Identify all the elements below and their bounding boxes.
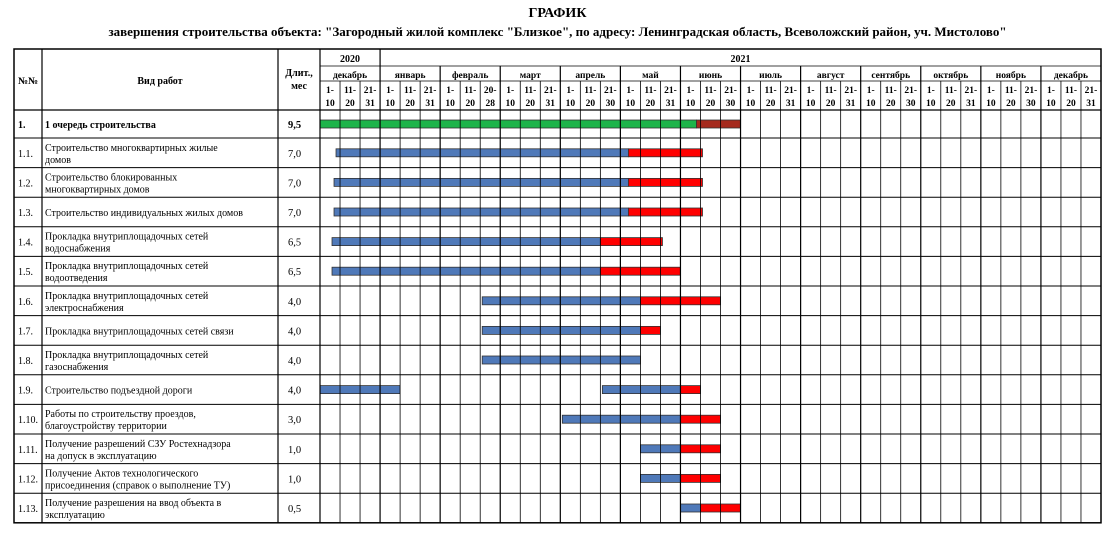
month-label: октябрь xyxy=(933,71,969,81)
decade-label: 21- xyxy=(904,86,918,96)
decade-label: 10 xyxy=(926,99,936,109)
decade-label: 10 xyxy=(685,99,696,109)
decade-label: 31 xyxy=(1086,99,1096,109)
month-label: февраль xyxy=(451,71,489,81)
month-label: май xyxy=(642,71,659,81)
decade-label: 20 xyxy=(885,99,896,109)
decade-label: 31 xyxy=(845,99,856,109)
row-duration: 0,5 xyxy=(288,504,302,515)
year-label: 2021 xyxy=(730,54,751,65)
decade-label: 20 xyxy=(645,99,656,109)
decade-label: 31 xyxy=(665,99,676,109)
decade-label: 21- xyxy=(1084,86,1098,96)
decade-label: 11- xyxy=(1004,86,1017,96)
decade-label: 10 xyxy=(805,99,816,109)
month-label: декабрь xyxy=(1053,71,1089,81)
decade-label: 10 xyxy=(865,99,876,109)
decade-label: 20 xyxy=(705,99,716,109)
decade-label: 30 xyxy=(906,99,916,109)
decade-label: 11- xyxy=(524,86,537,96)
gantt-bar-blue xyxy=(482,297,640,305)
row-work-name: водоснабжения xyxy=(45,243,111,255)
row-duration: 4,0 xyxy=(288,385,302,397)
decade-label: 10 xyxy=(325,99,335,109)
decade-label: 10 xyxy=(1046,99,1056,109)
decade-label: 20 xyxy=(1066,99,1076,109)
row-work-name: Строительство блокированных xyxy=(45,172,178,184)
decade-label: 21- xyxy=(964,86,978,96)
row-work-name: Прокладка внутриплощадочных сетей xyxy=(45,290,209,302)
decade-label: 20 xyxy=(345,99,355,109)
month-label: июнь xyxy=(698,71,723,81)
decade-label: 11- xyxy=(1064,86,1078,96)
gantt-bar-red xyxy=(628,178,702,186)
row-work-name: Получение разрешения на ввод объекта в xyxy=(45,498,222,509)
decade-label: 31 xyxy=(966,99,976,109)
decade-label: 11- xyxy=(644,86,657,96)
gantt-bar-blue xyxy=(334,178,628,186)
row-duration: 3,0 xyxy=(288,415,302,427)
row-work-name: Строительство индивидуальных жилых домов xyxy=(45,208,243,219)
decade-label: 21- xyxy=(1024,86,1038,96)
decade-label: 10 xyxy=(445,99,455,109)
row-number: 1.7. xyxy=(18,326,33,338)
row-work-name: Получение Актов технологического xyxy=(45,468,199,480)
decade-label: 20 xyxy=(765,99,776,109)
month-label: август xyxy=(816,71,845,81)
row-work-name: присоединения (справок о выполнение ТУ) xyxy=(45,480,231,492)
page-title: ГРАФИК xyxy=(528,6,587,21)
row-number: 1. xyxy=(18,120,26,131)
decade-label: 20 xyxy=(525,99,536,109)
decade-label: 20 xyxy=(825,99,836,109)
month-label: март xyxy=(519,71,541,81)
decade-label: 1- xyxy=(326,86,334,96)
row-number: 1.8. xyxy=(18,356,33,367)
decade-label: 11- xyxy=(884,86,897,96)
row-work-name: 1 очередь строительства xyxy=(45,120,156,131)
decade-label: 31 xyxy=(425,99,435,109)
gantt-bar-green xyxy=(320,120,696,128)
month-label: июль xyxy=(759,71,783,81)
decade-label: 20- xyxy=(483,86,497,96)
decade-label: 10 xyxy=(565,99,576,109)
gantt-bar-red xyxy=(628,149,702,157)
decade-label: 31 xyxy=(545,99,556,109)
decade-label: 1- xyxy=(746,86,755,96)
decade-label: 1- xyxy=(926,86,935,96)
gantt-bar-red xyxy=(680,386,700,394)
row-work-name: Получение разрешений СЗУ Ростехнадзора xyxy=(45,438,231,450)
decade-label: 1- xyxy=(866,86,875,96)
decade-label: 30 xyxy=(725,99,736,109)
row-number: 1.11. xyxy=(18,444,38,456)
decade-label: 11- xyxy=(343,86,357,96)
decade-label: 11- xyxy=(944,86,957,96)
row-number: 1.4. xyxy=(18,237,33,249)
row-work-name: водоотведения xyxy=(45,273,108,285)
decade-label: 31 xyxy=(365,99,375,109)
decade-label: 10 xyxy=(505,99,515,109)
decade-label: 1- xyxy=(986,86,995,96)
decade-label: 11- xyxy=(464,86,477,96)
decade-label: 21- xyxy=(844,86,858,96)
decade-label: 1- xyxy=(566,86,575,96)
row-number: 1.5. xyxy=(18,267,33,279)
row-work-name: газоснабжения xyxy=(45,362,109,373)
row-work-name: Строительство многоквартирных жилые xyxy=(45,142,218,154)
month-label: сентябрь xyxy=(871,71,911,81)
header-num: №№ xyxy=(17,76,39,87)
row-duration: 1,0 xyxy=(288,474,302,486)
row-work-name: Прокладка внутриплощадочных сетей связи xyxy=(45,326,234,338)
row-duration: 7,0 xyxy=(288,148,302,160)
decade-label: 20 xyxy=(405,99,415,109)
gantt-bar-blue xyxy=(602,386,680,394)
decade-label: 10 xyxy=(986,99,996,109)
row-duration: 4,0 xyxy=(288,296,302,308)
decade-label: 10 xyxy=(745,99,756,109)
row-duration: 6,5 xyxy=(288,267,302,279)
row-number: 1.10. xyxy=(18,415,38,427)
row-work-name: благоустройству территории xyxy=(45,421,167,433)
header-duration: мес xyxy=(291,81,307,92)
row-number: 1.6. xyxy=(18,296,33,308)
row-work-name: домов xyxy=(45,154,71,166)
month-label: декабрь xyxy=(332,71,368,81)
decade-label: 31 xyxy=(785,99,796,109)
gantt-bar-red xyxy=(640,326,660,334)
row-number: 1.12. xyxy=(18,474,38,486)
decade-label: 1- xyxy=(1046,86,1055,96)
row-work-name: Прокладка внутриплощадочных сетей xyxy=(45,350,209,361)
decade-label: 1- xyxy=(686,86,695,96)
row-number: 1.2. xyxy=(18,178,33,190)
gantt-bar-red xyxy=(628,208,702,216)
header-work: Вид работ xyxy=(137,76,183,87)
month-label: январь xyxy=(394,71,426,81)
gantt-bar-red xyxy=(600,238,662,246)
row-number: 1.3. xyxy=(18,208,33,219)
row-duration: 1,0 xyxy=(288,444,302,456)
row-work-name: Прокладка внутриплощадочных сетей xyxy=(45,231,209,243)
decade-label: 11- xyxy=(764,86,777,96)
decade-label: 11- xyxy=(584,86,597,96)
decade-label: 21- xyxy=(604,86,617,96)
row-work-name: Прокладка внутриплощадочных сетей xyxy=(45,261,209,273)
decade-label: 21- xyxy=(784,86,797,96)
row-duration: 4,0 xyxy=(288,326,302,338)
decade-label: 21- xyxy=(363,86,377,96)
decade-label: 1- xyxy=(626,86,635,96)
decade-label: 28 xyxy=(485,99,495,109)
decade-label: 1- xyxy=(806,86,815,96)
decade-label: 11- xyxy=(824,86,837,96)
row-duration: 7,0 xyxy=(288,178,302,190)
decade-label: 11- xyxy=(704,86,717,96)
decade-label: 20 xyxy=(1006,99,1016,109)
row-duration: 4,0 xyxy=(288,356,302,367)
decade-label: 10 xyxy=(625,99,636,109)
decade-label: 30 xyxy=(1026,99,1036,109)
decade-label: 11- xyxy=(404,86,417,96)
row-number: 1.13. xyxy=(18,504,38,515)
row-number: 1.1. xyxy=(18,148,33,160)
row-work-name: Работы по строительству проездов, xyxy=(45,409,196,421)
row-work-name: электроснабжения xyxy=(45,302,124,314)
decade-label: 1- xyxy=(386,86,395,96)
decade-label: 21- xyxy=(664,86,677,96)
page-subtitle: завершения строительства объекта: "Загородный жилой комплекс "Близкое", по адресу: Ленинградская область, Всеволожский район, уч. Мистолово" xyxy=(108,24,1007,39)
row-work-name: эксплуатацию xyxy=(45,510,105,521)
gantt-bar-blue xyxy=(334,208,628,216)
row-work-name: Строительство подъездной дороги xyxy=(45,385,193,397)
row-work-name: на допуск в эксплуатацию xyxy=(45,450,157,462)
month-label: апрель xyxy=(575,71,606,81)
decade-label: 20 xyxy=(946,99,956,109)
decade-label: 21- xyxy=(724,86,737,96)
decade-label: 10 xyxy=(385,99,395,109)
gantt-bar-blue xyxy=(680,504,700,512)
row-number: 1.9. xyxy=(18,385,33,397)
decade-label: 21- xyxy=(543,86,557,96)
decade-label: 21- xyxy=(423,86,437,96)
gantt-bar-blue xyxy=(482,326,640,334)
decade-label: 1- xyxy=(446,86,455,96)
gantt-bar-darkred xyxy=(696,120,740,128)
decade-label: 20 xyxy=(465,99,475,109)
row-duration: 9,5 xyxy=(288,120,302,131)
gantt-bar-blue xyxy=(482,356,640,364)
row-duration: 7,0 xyxy=(288,208,302,219)
header-duration: Длит., xyxy=(285,68,313,79)
month-label: ноябрь xyxy=(995,71,1027,81)
row-duration: 6,5 xyxy=(288,237,302,249)
decade-label: 1- xyxy=(506,86,515,96)
decade-label: 30 xyxy=(605,99,616,109)
year-label: 2020 xyxy=(340,54,361,65)
decade-label: 20 xyxy=(585,99,596,109)
row-work-name: многоквартирных домов xyxy=(45,184,150,196)
